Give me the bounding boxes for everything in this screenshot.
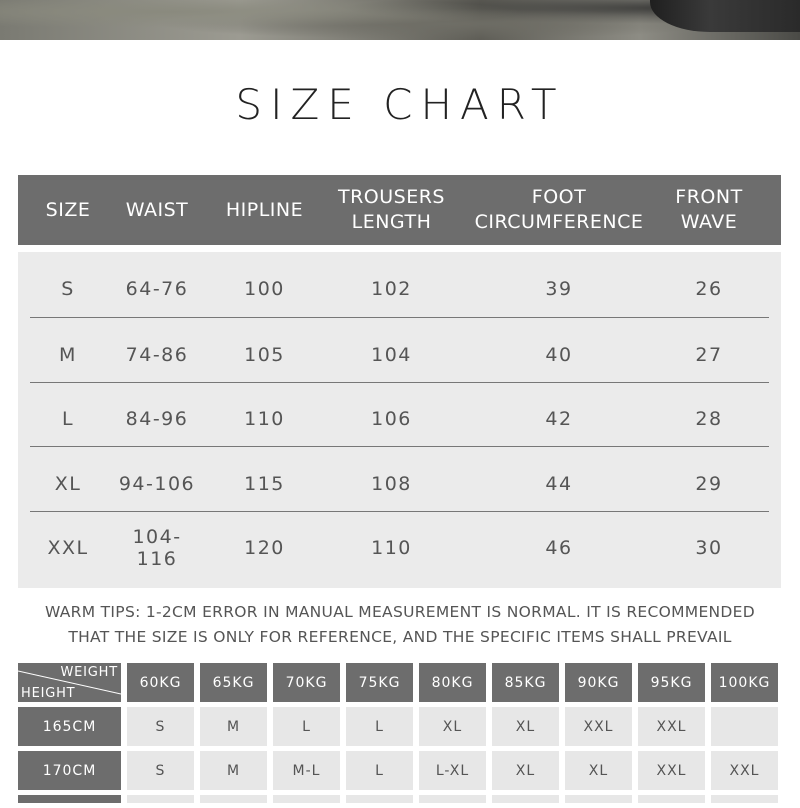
cell-trousers-length: 102	[371, 278, 412, 300]
cell-hipline: 110	[244, 408, 285, 430]
size-cell: M	[200, 751, 267, 790]
size-cell: XXL	[565, 707, 632, 746]
height-label: 170CM	[18, 751, 121, 790]
table-row	[18, 447, 781, 512]
size-cell: M	[200, 707, 267, 746]
header-waist: WAIST	[125, 198, 189, 221]
table-row	[18, 383, 781, 447]
size-cell-partial	[711, 795, 778, 803]
corner-weight-label: WEIGHT	[60, 665, 118, 680]
cell-hipline: 100	[244, 278, 285, 300]
size-cell-partial	[565, 795, 632, 803]
size-cell: L	[273, 707, 340, 746]
cell-waist: 74-86	[125, 343, 189, 366]
size-cell: XXL	[711, 751, 778, 790]
cell-size: XL	[54, 472, 82, 495]
header-trousers-length: TROUSERS LENGTH	[338, 186, 445, 233]
cell-front-wave: 27	[695, 343, 723, 366]
header-hipline: HIPLINE	[225, 198, 304, 221]
size-table-body	[18, 252, 781, 588]
cell-foot-circumference: 46	[545, 537, 573, 559]
weight-header: 60KG	[127, 663, 194, 702]
corner-cell	[18, 663, 121, 702]
cell-size: S	[61, 278, 75, 300]
size-cell: XXL	[638, 751, 705, 790]
size-cell: S	[127, 707, 194, 746]
cell-trousers-length: 104	[371, 343, 412, 366]
weight-header: 70KG	[273, 663, 340, 702]
weight-height-table	[18, 663, 782, 808]
cell-trousers-length: 108	[371, 472, 412, 495]
size-cell-partial	[419, 795, 486, 803]
size-cell	[711, 707, 778, 746]
height-label: 165CM	[18, 707, 121, 746]
cell-foot-circumference: 40	[545, 343, 573, 366]
cell-size: M	[59, 343, 77, 366]
size-cell: L-XL	[419, 751, 486, 790]
cell-size: L	[61, 408, 75, 430]
weight-header-row	[18, 663, 782, 702]
size-cell-partial	[346, 795, 413, 803]
height-row	[18, 751, 782, 790]
cell-waist: 64-76	[125, 278, 189, 300]
page-title: SIZE CHART	[235, 80, 565, 129]
cell-front-wave: 28	[695, 408, 723, 430]
weight-header: 85KG	[492, 663, 559, 702]
cell-hipline: 105	[244, 343, 285, 366]
size-cell: L	[346, 707, 413, 746]
weight-header: 75KG	[346, 663, 413, 702]
product-photo-strip	[0, 0, 800, 40]
warm-tips	[0, 600, 800, 650]
warm-tips-line-1: WARM TIPS: 1-2CM ERROR IN MANUAL MEASUREMENT IS NORMAL. IT IS RECOMMENDED	[45, 603, 755, 621]
table-row	[18, 318, 781, 383]
size-cell-partial	[200, 795, 267, 803]
height-row	[18, 707, 782, 746]
weight-header: 100KG	[711, 663, 778, 702]
cell-front-wave: 29	[695, 472, 723, 495]
cell-front-wave: 30	[695, 537, 723, 559]
size-cell: S	[127, 751, 194, 790]
size-cell: M-L	[273, 751, 340, 790]
boot-image	[650, 0, 800, 32]
corner-height-label: HEIGHT	[21, 686, 76, 701]
size-cell: XL	[419, 707, 486, 746]
weight-header: 90KG	[565, 663, 632, 702]
weight-header: 80KG	[419, 663, 486, 702]
cell-waist: 84-96	[125, 408, 189, 430]
size-table	[18, 175, 781, 588]
cell-hipline: 115	[244, 472, 285, 495]
size-cell: XL	[492, 751, 559, 790]
size-cell: XL	[492, 707, 559, 746]
size-cell-partial	[492, 795, 559, 803]
header-foot-circumference: FOOT CIRCUMFERENCE	[474, 186, 644, 233]
table-row	[18, 512, 781, 576]
cell-foot-circumference: 42	[545, 408, 573, 430]
size-table-header	[18, 175, 781, 245]
height-row-partial	[18, 795, 782, 803]
table-row	[18, 252, 781, 318]
cell-waist: 104-116	[132, 526, 182, 570]
size-cell: L	[346, 751, 413, 790]
cell-waist: 94-106	[118, 472, 196, 495]
size-cell: XXL	[638, 707, 705, 746]
cell-foot-circumference: 44	[545, 472, 573, 495]
cell-foot-circumference: 39	[545, 278, 573, 300]
cell-hipline: 120	[244, 537, 285, 559]
weight-header: 65KG	[200, 663, 267, 702]
warm-tips-line-2: THAT THE SIZE IS ONLY FOR REFERENCE, AND THE SPECIFIC ITEMS SHALL PREVAIL	[68, 628, 732, 646]
header-front-wave: FRONT WAVE	[675, 186, 743, 233]
cell-trousers-length: 110	[371, 537, 412, 559]
size-cell: XL	[565, 751, 632, 790]
cell-size: XXL	[47, 537, 89, 559]
size-cell-partial	[638, 795, 705, 803]
size-cell-partial	[127, 795, 194, 803]
cell-front-wave: 26	[695, 278, 723, 300]
weight-header: 95KG	[638, 663, 705, 702]
height-label-partial	[18, 795, 121, 803]
cell-trousers-length: 106	[371, 408, 412, 430]
size-cell-partial	[273, 795, 340, 803]
header-size: SIZE	[45, 198, 91, 221]
